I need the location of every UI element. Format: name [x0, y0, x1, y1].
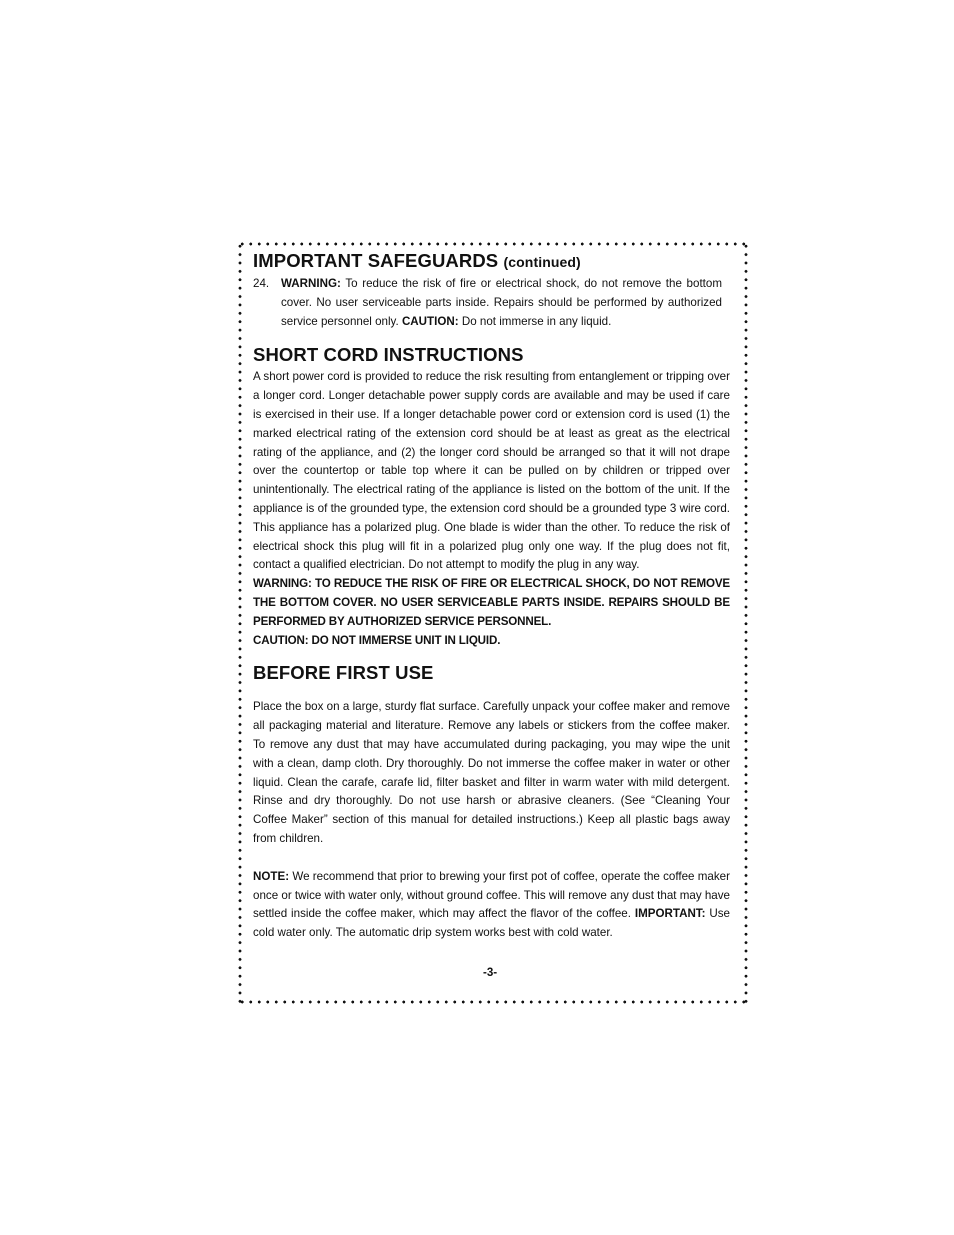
short-cord-caution: CAUTION: DO NOT IMMERSE UNIT IN LIQUID. [253, 633, 501, 647]
warning-label: WARNING: [281, 277, 341, 290]
safeguards-title-suffix: (continued) [503, 254, 581, 270]
safeguards-heading [253, 248, 730, 275]
important-text: Use cold water only. The automatic drip system works best with cold water. [253, 907, 730, 940]
before-first-use-heading: BEFORE FIRST USE [253, 662, 434, 684]
short-cord-warning: WARNING: TO REDUCE THE RISK OF FIRE OR ELECTRICAL SHOCK, DO NOT REMOVE THE BOTTOM COVER. NO USER SERVICEABLE PARTS INSIDE. REPAIRS SHOULD BE PERFORMED BY AUTHORIZED SERVICE PERSONNEL. [253, 577, 730, 628]
dotted-border-top [238, 242, 748, 246]
dotted-border-right [744, 242, 748, 1004]
safeguards-title: IMPORTANT SAFEGUARDS [253, 250, 499, 271]
note-paragraph [253, 868, 730, 943]
short-cord-heading: SHORT CORD INSTRUCTIONS [253, 344, 524, 366]
note-text: We recommend that prior to brewing your first pot of coffee, operate the coffee maker once or twice with water only, without ground coffee. This will remove any dust that may have settled inside the coffee maker, which may affect the flavor of the coffee. [253, 869, 730, 921]
note-label: NOTE: [253, 869, 290, 883]
short-cord-body: A short power cord is provided to reduce the risk resulting from entanglement or tripping over a longer cord. Longer detachable power supply cords are available and may be used if care is exercised in their use. If a longer detachable power cord or extension cord is used (1) the marked electrical rating of the extension cord should be at least as great as the electrical rating of the appliance, and (2) the longer cord should be arranged so that it will not drape over the countertop or table top where it can be pulled on by children or tripped over unintentionally. The electrical rating of the appliance is listed on the bottom of the unit. If the appliance is of the grounded type, the extension cord should be a grounded type 3 wire cord. This appliance has a polarized plug. One blade is wider than the other. To reduce the risk of electrical shock this plug will fit in a polarized plug only one way. If the plug does not fit, contact a qualified electrician. Do not attempt to modify the plug in any way. [253, 370, 730, 572]
important-label: IMPORTANT: [634, 907, 706, 921]
safeguard-item-number: 24. [253, 277, 270, 290]
dotted-border-bottom [238, 1000, 748, 1004]
before-first-use-body: Place the box on a large, sturdy flat surface. Carefully unpack your coffee maker and remove all packaging material and literature. Remove any labels or stickers from the coffee maker. To remove any dust that may have accumulated during packaging, you may wipe the unit with a clean, damp cloth. Dry thoroughly. Do not immerse the coffee maker in water or other liquid. Clean the carafe, carafe lid, filter basket and filter in warm water with mild detergent. Rinse and dry thoroughly. Do not use harsh or abrasive cleaners. (See “Cleaning Your Coffee Maker” section of this manual for detailed instructions.) Keep all plastic bags away from children. [253, 700, 730, 845]
safeguard-item [253, 275, 730, 331]
dotted-border-left [238, 242, 242, 1004]
page-content [253, 248, 730, 943]
page-number: -3- [483, 966, 498, 979]
caution-text: Do not immerse in any liquid. [458, 314, 612, 328]
safeguard-item-text [281, 275, 730, 331]
caution-label: CAUTION: [401, 314, 459, 328]
warning-text: To reduce the risk of fire or electrical shock, do not remove the bottom cover. No user serviceable parts inside. Repairs should be performed by authorized service personnel only. [281, 277, 722, 328]
paragraph-gap [253, 849, 730, 868]
